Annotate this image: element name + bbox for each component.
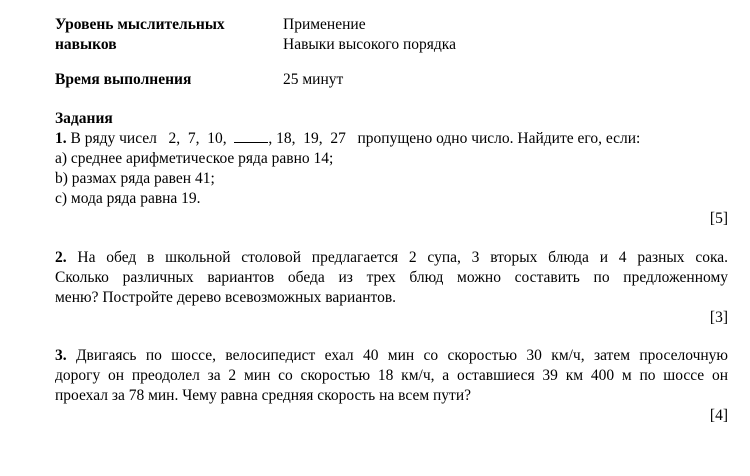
task3-line1-text: Двигаясь по шоссе, велосипедист ехал 40 мин со скоростью 30 км/ч, затем проселочную [66, 347, 728, 364]
tasks-heading: Задания [55, 110, 113, 127]
task1-option-a: a) среднее арифметическое ряда равно 14; [55, 150, 334, 167]
task3-line2: дорогу он преодолел за 2 мин со скоростью 18 км/ч, а оставшиеся 39 км 400 м по шоссе он [55, 367, 728, 384]
task2-line1 [55, 248, 728, 268]
time-value: 25 минут [283, 71, 344, 88]
task1-option-b: b) размах ряда равен 41; [55, 170, 215, 187]
task1-question [55, 129, 640, 149]
task3-line1 [55, 346, 728, 366]
skills-label-line2: навыков [55, 36, 117, 53]
task2-line1-text: На обед в школьной столовой предлагается 2 супа, 3 вторых блюда и 4 разных сока. [66, 249, 728, 266]
task1-option-c: c) мода ряда равна 19. [55, 190, 201, 207]
task3-number: 3. [55, 347, 67, 364]
task1-blank [234, 130, 268, 143]
task1-intro: В ряду чисел 2, 7, 10, [66, 130, 235, 147]
task2-line2: Сколько различных вариантов обеда из трех блюд можно составить по предложенному [55, 269, 728, 286]
task2-marks: [3] [709, 309, 728, 326]
task1-number: 1. [55, 130, 67, 147]
task3-marks: [4] [709, 407, 728, 424]
task3-line3: проехал за 78 мин. Чему равна средняя скорость на всем пути? [55, 387, 471, 404]
task2-line3: меню? Постройте дерево всевозможных вариантов. [55, 289, 397, 306]
task1-marks: [5] [709, 210, 728, 227]
task2-number: 2. [55, 249, 67, 266]
task1-rest: , 18, 19, 27 пропущено одно число. Найдите его, если: [268, 130, 641, 147]
skills-value-line2: Навыки высокого порядка [283, 36, 456, 53]
time-label: Время выполнения [55, 71, 192, 88]
skills-label-line1: Уровень мыслительных [55, 16, 225, 33]
skills-value-line1: Применение [283, 16, 366, 33]
